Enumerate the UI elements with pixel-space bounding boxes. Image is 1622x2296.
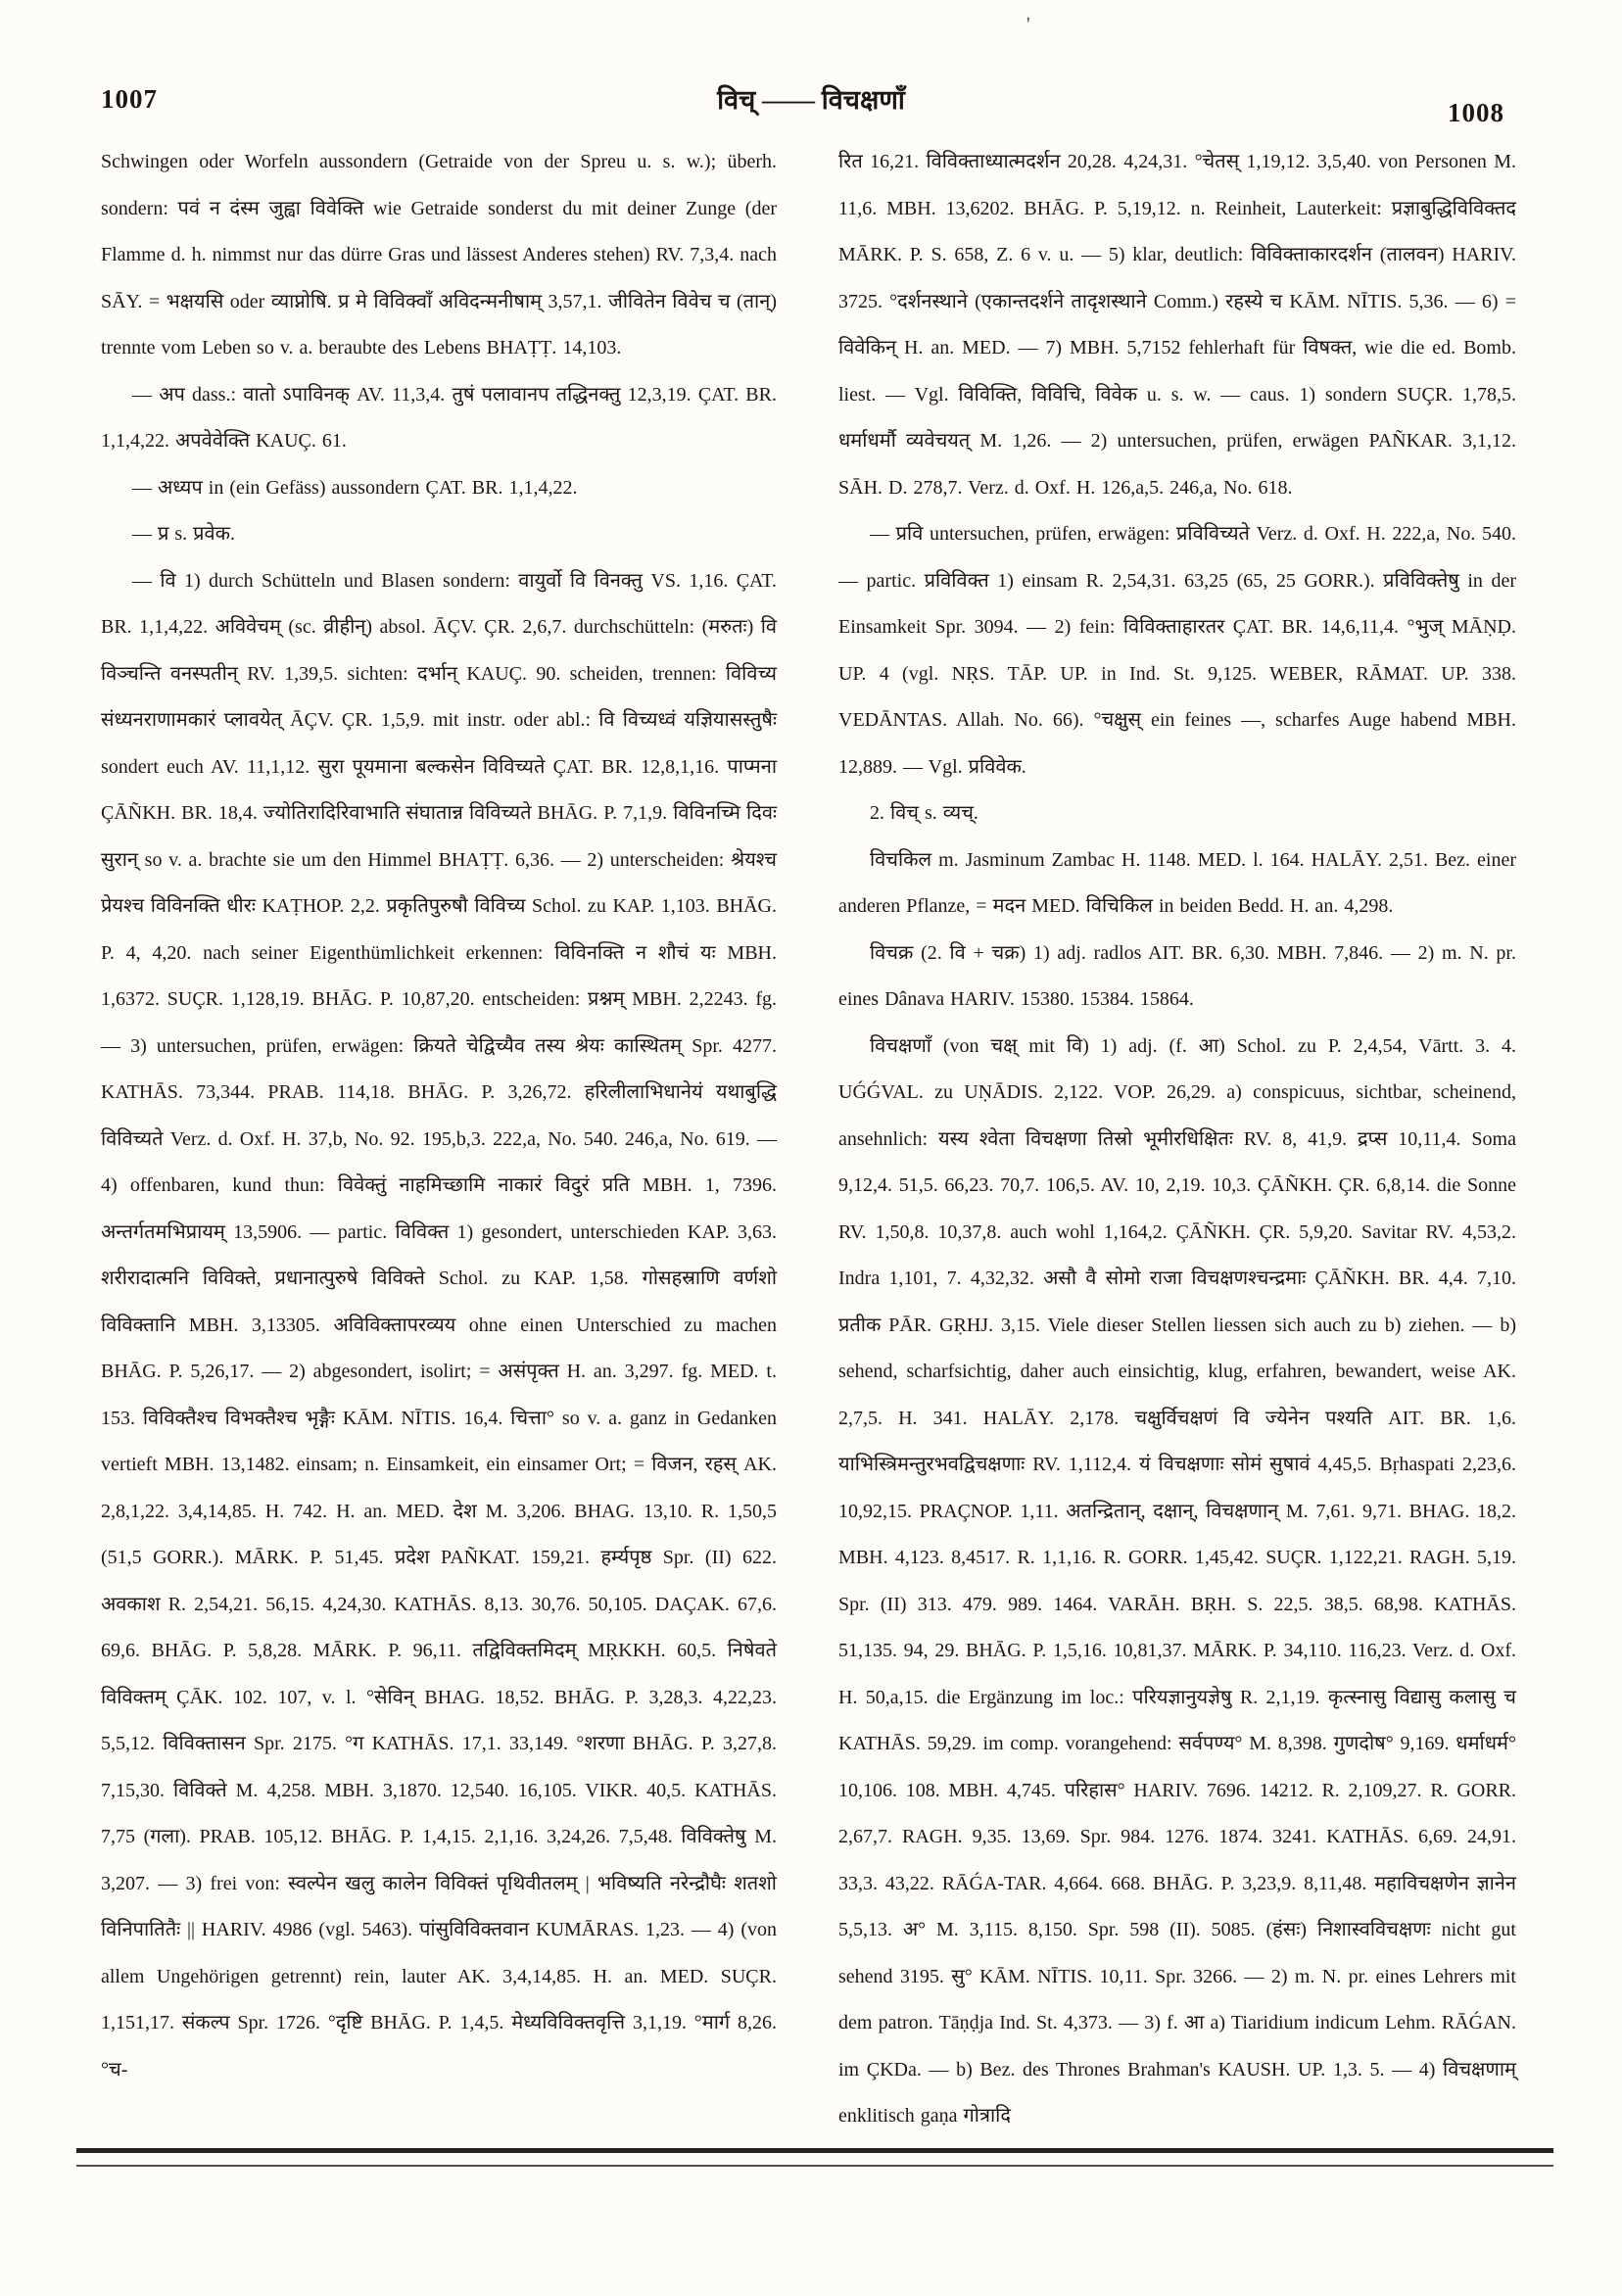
dictionary-paragraph: — अध्यप in (ein Gefäss) aussondern ÇAT. BR. 1,1,4,22. (132, 476, 578, 499)
scan-artifact-mark: ' (1026, 14, 1030, 35)
bottom-rule-thin (76, 2165, 1553, 2167)
right-column (838, 139, 1516, 2140)
page-heading: विच् —— विचक्षणाँ (717, 85, 905, 115)
dictionary-paragraph: विचक्र (2. वि + चक्र) 1) adj. radlos AIT. BR. 6,30. MBH. 7,846. — 2) m. N. pr. eines Dânava HARIV. 15380. 15384. 15864. (838, 941, 1516, 1010)
page-number-left: 1007 (101, 84, 158, 114)
page-number-right: 1008 (1448, 98, 1504, 127)
dictionary-paragraph: — प्रवि untersuchen, prüfen, erwägen: प्रविविच्यते Verz. d. Oxf. H. 222,a, No. 540. — partic. प्रविविक्त 1) einsam R. 2,54,31. 63,25 (65, 25 GORR.). प्रविविक्तेषु in der Einsamkeit Spr. 3094. — 2) fein: विविक्ताहारतर ÇAT. BR. 14,6,11,4. °भुज् MĀṆḌ. UP. 4 (vgl. NṚS. TĀP. UP. in Ind. St. 9,125. WEBER, RĀMAT. UP. 338. VEDĀNTAS. Allah. No. 66). °चक्षुस् ein feines —, scharfes Auge habend MBH. 12,889. — Vgl. प्रविवेक. (838, 523, 1516, 778)
dictionary-paragraph: विचक्षणाँ (von चक्ष् mit वि) 1) adj. (f. आ) Schol. zu P. 2,4,54, Vārtt. 3. 4. UǴǴVAL. zu UṆĀDIS. 2,122. VOP. 26,29. a) conspicuus, sichtbar, scheinend, ansehnlich: यस्य श्वेता विचक्षणा तिस्रो भूमीरधिक्षितः RV. 8, 41,9. द्रप्स 10,11,4. Soma 9,12,4. 51,5. 66,23. 70,7. 106,5. AV. 10, 2,19. 10,3. ÇĀÑKH. ÇR. 6,8,14. die Sonne RV. 1,50,8. 10,37,8. auch wohl 1,164,2. ÇĀÑKH. ÇR. 5,9,20. Savitar RV. 4,53,2. Indra 1,101, 7. 4,32,32. असौ वै सोमो राजा विचक्षणश्चन्द्रमाः ÇĀÑKH. BR. 4,4. 7,10. प्रतीक PĀR. GṚHJ. 3,15. Viele dieser Stellen liessen sich auch zu b) ziehen. — b) sehend, scharfsichtig, daher auch einsichtig, klug, erfahren, bewandert, weise AK. 2,7,5. H. 341. HALĀY. 2,178. चक्षुर्विचक्षणं वि ज्येनेन पश्यति AIT. BR. 1,6. याभिस्त्रिमन्तुरभवद्विचक्षणाः RV. 1,112,4. यं विचक्षणाः सोमं सुषावं 4,45,5. Bṛhaspati 2,23,6. 10,92,15. PRAÇNOP. 1,11. अतन्द्रितान्, दक्षान्, विचक्षणान् M. 7,61. 9,71. BHAG. 18,2. MBH. 4,123. 8,4517. R. 1,1,16. R. GORR. 1,45,42. SUÇR. 1,122,21. RAGH. 5,19. Spr. (II) 313. 479. 989. 1464. VARĀH. BṚH. S. 22,5. 38,5. 68,98. KATHĀS. 51,135. 94, 29. BHĀG. P. 1,5,16. 10,81,37. MĀRK. P. 34,110. 116,23. Verz. d. Oxf. H. 50,a,15. die Ergänzung im loc.: परियज्ञानुयज्ञेषु R. 2,1,19. कृत्स्नासु विद्यासु कलासु च KATHĀS. 59,29. im comp. vorangehend: सर्वपण्य° M. 8,398. गुणदोष° 9,169. धर्माधर्म° 10,106. 108. MBH. 4,745. परिहास° HARIV. 7696. 14212. R. 2,109,27. R. GORR. 2,67,7. RAGH. 9,35. 13,69. Spr. 984. 1276. 1874. 3241. KATHĀS. 6,69. 24,91. 33,3. 43,22. RĀǴA-TAR. 4,664. 668. BHĀG. P. 3,23,9. 8,11,48. महाविचक्षणेन ज्ञानेन 5,5,13. अ° M. 3,115. 8,150. Spr. 598 (II). 5085. (हंसः) निशास्वविचक्षणः nicht gut sehend 3195. सु° KĀM. NĪTIS. 10,11. Spr. 3266. — 2) m. N. pr. eines Lehrers mit dem patron. Tāṇḍja Ind. St. 4,373. — 3) f. आ a) Tiaridium indicum Lehm. RĀǴAN. im ÇKDa. — b) Bez. des Thrones Brahman's KAUSH. UP. 1,3. 5. — 4) विचक्षणाम् enklitisch gaṇa गोत्रादि (838, 1034, 1516, 2127)
dictionary-paragraph: रित 16,21. विविक्ताध्यात्मदर्शन 20,28. 4,24,31. °चेतस् 1,19,12. 3,5,40. von Personen M. 11,6. MBH. 13,6202. BHĀG. P. 5,19,12. n. Reinheit, Lauterkeit: प्रज्ञाबुद्धिविविक्तद MĀRK. P. S. 658, Z. 6 v. u. — 5) klar, deutlich: विविक्ताकारदर्शन (तालवन) HARIV. 3725. °दर्शनस्थाने (एकान्तदर्शने तादृशस्थाने Comm.) रहस्ये च KĀM. NĪTIS. 5,36. — 6) = विवेकिन् H. an. MED. — 7) MBH. 5,7152 fehlerhaft für विषक्त, wie die ed. Bomb. liest. — Vgl. विविक्ति, विविचि, विवेक u. s. w. — caus. 1) sondern SUÇR. 1,78,5. धर्माधर्मौ व्यवेचयत् M. 1,26. — 2) untersuchen, prüfen, erwägen PAÑKAR. 3,1,12. SĀH. D. 278,7. Verz. d. Oxf. H. 126,a,5. 246,a, No. 618. (838, 151, 1516, 499)
left-column (101, 139, 777, 2093)
bottom-rule-thick (76, 2148, 1553, 2153)
dictionary-paragraph: — प्र s. प्रवेक. (132, 523, 236, 545)
dictionary-paragraph: — अप dass.: वातो ऽपाविनक् AV. 11,3,4. तुषं पलावानप तद्धिनक्तु 12,3,19. ÇAT. BR. 1,1,4,22. अपवेवेक्ति KAUÇ. 61. (101, 383, 777, 452)
dictionary-paragraph: Schwingen oder Worfeln aussondern (Getraide von der Spreu u. s. w.); überh. sondern: पवं न दंस्म जुह्वा विवेक्ति wie Getraide sonderst du mit deiner Zunge (der Flamme d. h. nimmst nur das dürre Gras und lässest Anderes stehen) RV. 7,3,4. nach SĀY. = भक्षयसि oder व्याप्नोषि. प्र मे विविक्वाँ अविदन्मनीषाम् 3,57,1. जीवितेन विवेच च (तान्) trennte vom Leben so v. a. beraubte des Lebens BHAṬṬ. 14,103. (101, 151, 777, 359)
dictionary-paragraph: — वि 1) durch Schütteln und Blasen sondern: वायुर्वो वि विनक्तु VS. 1,16. ÇAT. BR. 1,1,4,22. अविवेचम् (sc. व्रीहीन्) absol. ĀÇV. ÇR. 2,6,7. durchschütteln: (मरुतः) वि विञ्चन्ति वनस्पतीन् RV. 1,39,5. sichten: दर्भान् KAUÇ. 90. scheiden, trennen: विविच्य संध्यनराणामकारं प्लावयेत् ĀÇV. ÇR. 1,5,9. mit instr. oder abl.: वि विच्यध्वं यज्ञियासस्तुषैः sondert euch AV. 11,1,12. सुरा पूयमाना बल्कसेन विविच्यते ÇAT. BR. 12,8,1,16. पाप्मना ÇĀÑKH. BR. 18,4. ज्योतिरादिरिवाभाति संघातान्न विविच्यते BHĀG. P. 7,1,9. विविनच्मि दिवः सुरान् so v. a. brachte sie um den Himmel BHAṬṬ. 6,36. — 2) unterscheiden: श्रेयश्च प्रेयश्च विविनक्ति धीरः KAṬHOP. 2,2. प्रकृतिपुरुषौ विविच्य Schol. zu KAP. 1,103. BHĀG. P. 4, 4,20. nach seiner Eigenthümlichkeit erkennen: विविनक्ति न शौचं यः MBH. 1,6372. SUÇR. 1,128,19. BHĀG. P. 10,87,20. entscheiden: प्रश्नम् MBH. 2,2243. fg. — 3) untersuchen, prüfen, erwägen: क्रियते चेद्विच्यैव तस्य श्रेयः कास्थितम् Spr. 4277. KATHĀS. 73,344. PRAB. 114,18. BHĀG. P. 3,26,72. हरिलीलाभिधानेयं यथाबुद्धि विविच्यते Verz. d. Oxf. H. 37,b, No. 92. 195,b,3. 222,a, No. 540. 246,a, No. 619. — 4) offenbaren, kund thun: विवेक्तुं नाहमिच्छामि नाकारं विदुरं प्रति MBH. 1, 7396. अन्तर्गतमभिप्रायम् 13,5906. — partic. विविक्त 1) gesondert, unterschieden KAP. 3,63. शरीरादात्मनि विविक्ते, प्रधानात्पुरुषे विविक्ते Schol. zu KAP. 1,58. गोसहस्राणि वर्णशो विविक्तानि MBH. 3,13305. अविविक्तापरव्यय ohne einen Unterschied zu machen BHĀG. P. 5,26,17. — 2) abgesondert, isolirt; = असंपृक्त H. an. 3,297. fg. MED. t. 153. विविक्तैश्च विभक्तैश्च भृङ्गैः KĀM. NĪTIS. 16,4. चित्ता° so v. a. ganz in Gedanken vertieft MBH. 13,1482. einsam; n. Einsamkeit, ein einsamer Ort; = विजन, रहस् AK. 2,8,1,22. 3,4,14,85. H. 742. H. an. MED. देश M. 3,206. BHAG. 13,10. R. 1,50,5 (51,5 GORR.). MĀRK. P. 51,45. प्रदेश PAÑKAT. 159,21. हर्म्यपृष्ठ Spr. (II) 622. अवकाश R. 2,54,21. 56,15. 4,24,30. KATHĀS. 8,13. 30,76. 50,105. DAÇAK. 67,6. 69,6. BHĀG. P. 5,8,28. MĀRK. P. 96,11. तद्विविक्तमिदम् MṚKKH. 60,5. निषेवते विविक्तम् ÇĀK. 102. 107, v. l. °सेविन् BHAG. 18,52. BHĀG. P. 3,28,3. 4,22,23. 5,5,12. विविक्तासन Spr. 2175. °ग KATHĀS. 17,1. 33,149. °शरणा BHĀG. P. 3,27,8. 7,15,30. विविक्ते M. 4,258. MBH. 3,1870. 12,540. 16,105. VIKR. 40,5. KATHĀS. 7,75 (गला). PRAB. 105,12. BHĀG. P. 1,4,15. 2,1,16. 3,24,26. 7,5,48. विविक्तेषु M. 3,207. — 3) frei von: स्वल्पेन खलु कालेन विविक्तं पृथिवीतलम् | भविष्यति नरेन्द्रौघैः शतशो विनिपातितैः || HARIV. 4986 (vgl. 5463). पांसुविविक्तवान KUMĀRAS. 1,23. — 4) (von allem Ungehörigen getrennt) rein, lauter AK. 3,4,14,85. H. an. MED. SUÇR. 1,151,17. संकल्प Spr. 1726. °दृष्टि BHĀG. P. 1,4,5. मेध्यविविक्तवृत्ति 3,1,19. °मार्ग 8,26. °च- (101, 569, 777, 2081)
dictionary-paragraph: विचकिल m. Jasminum Zambac H. 1148. MED. l. 164. HALĀY. 2,51. Bez. einer anderen Pflanze, = मदन MED. विचिकिल in beiden Bedd. H. an. 4,298. (838, 848, 1516, 917)
dictionary-paragraph: 2. विच् s. व्यच्. (870, 802, 978, 824)
